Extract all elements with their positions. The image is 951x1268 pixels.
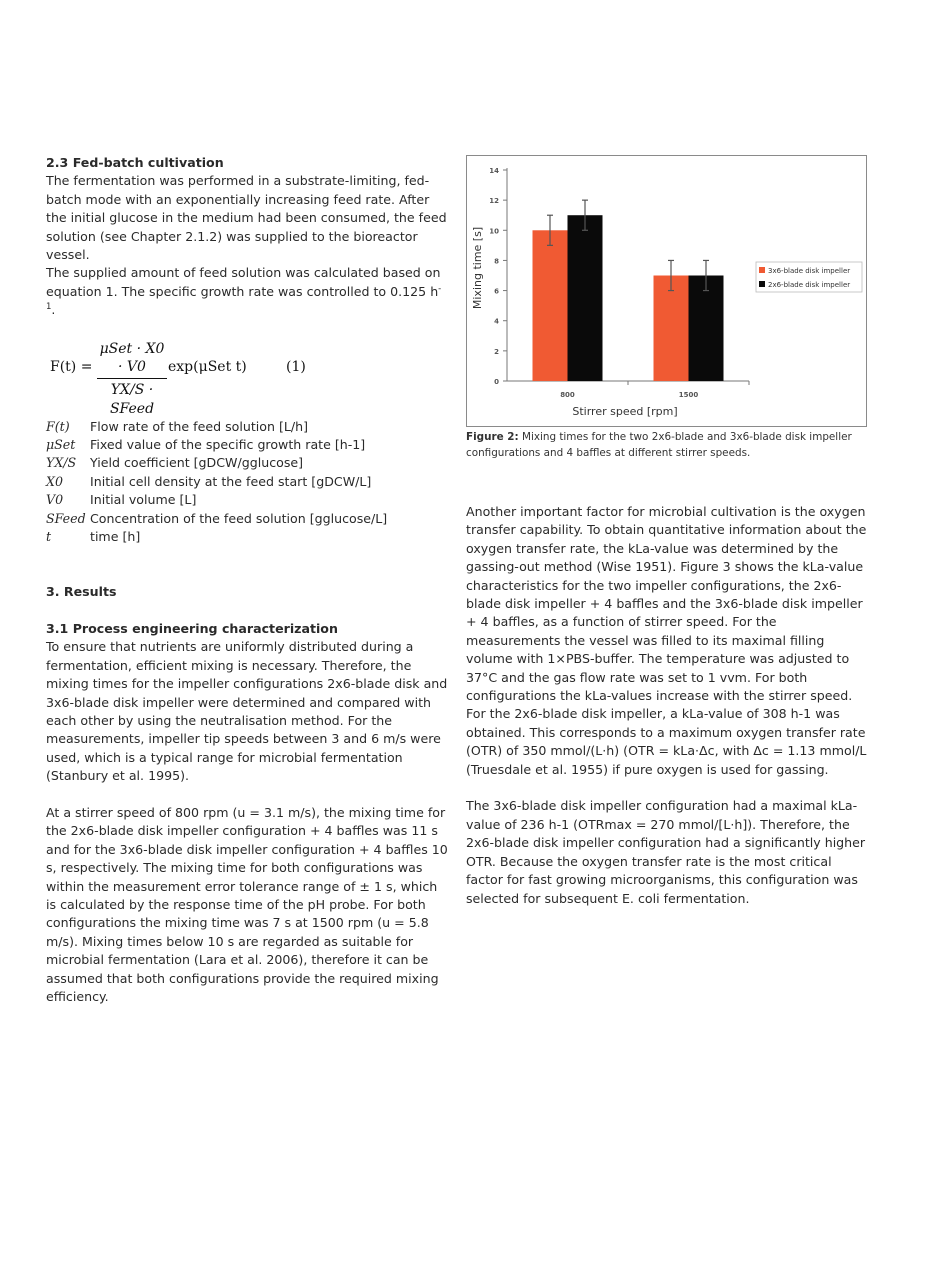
definition-row [46, 418, 450, 436]
equation-denominator: YX/S · SFeed [109, 382, 155, 417]
bar [533, 230, 568, 381]
bar-chart-svg [467, 156, 866, 426]
right-paragraph-1: Another important factor for microbial cultivation is the oxygen transfer capability. To obtain quantitative information about the oxygen transfer rate, the kLa-value was determined by the gassing-out method (Wise 1951). Figure 3 shows the kLa-value characteristics for the two impeller configurations, the 2x6-blade disk impeller + 4 baffles and the 3x6-blade disk impeller + 4 baffles, as a function of stirrer speed. For the measurements the vessel was filled to its maximal filling volume with 1×PBS-buffer. The temperature was adjusted to 37°C and the gas flow rate was set to 1 vvm. For both configurations the kLa-values increase with the stirrer speed. For the 2x6-blade disk impeller, a kLa-value of 308 h-1 was obtained. This corresponds to a maximum oxygen transfer rate (OTR) of 350 mmol/(L·h) (OTR = kLa·Δc, with Δc = 1.13 mmol/L (Truesdale et al. 1955) if pure oxygen is used for gassing. [466, 504, 867, 777]
section-3-1-paragraph-2: At a stirrer speed of 800 rpm (u = 3.1 m/s), the mixing time for the 2x6-blade disk impeller configuration + 4 baffles was 11 s and for the 3x6-blade disk impeller configuration + 4 baffles 10 s, respectively. The mixing time for both configurations was within the measurement error tolerance range of ± 1 s, which is calculated by the response time of the pH probe. For both configurations the mixing time was 7 s at 1500 rpm (u = 5.8 m/s). Mixing times below 10 s are regarded as suitable for microbial fermentation (Lara et al. 2006), therefore it can be assumed that both configurations provide the required mixing efficiency. [46, 805, 448, 1005]
definition-text: time [h] [90, 529, 141, 544]
definition-text: Yield coefficient [gDCW/gglucose] [90, 455, 304, 471]
definition-symbol: SFeed [46, 510, 86, 526]
right-column [466, 503, 870, 908]
bar [654, 276, 689, 382]
legend-label: 2x6-blade disk impeller [768, 281, 851, 289]
equation-fraction [97, 340, 167, 419]
x-tick-label: 1500 [678, 391, 699, 399]
section-2-3-title: 2.3 Fed-batch cultivation [46, 155, 224, 170]
caption-text: Mixing times for the two 2x6-blade and 3x6-blade disk impeller configurations and 4 baffles at different stirrer speeds. [466, 431, 852, 459]
y-tick-label: 4 [494, 317, 499, 326]
definitions-list [46, 418, 450, 547]
x-tick-label: 800 [560, 391, 575, 399]
legend-swatch [759, 281, 765, 287]
section-3-1-paragraph-1: To ensure that nutrients are uniformly distributed during a fermentation, efficient mixing is necessary. Therefore, the mixing times for the impeller configurations 2x6-blade disk and 3x6-blade disk impeller were determined and compared with each other by using the neutralisation method. For the measurements, impeller tip speeds between 3 and 6 m/s were used, which is a typical range for microbial fermentation (Stanbury et al. 1995). [46, 639, 448, 784]
definition-text: Fixed value of the specific growth rate [h-1] [90, 437, 366, 453]
legend-label: 3x6-blade disk impeller [768, 267, 851, 275]
y-tick-label: 0 [494, 378, 499, 386]
definition-symbol: V0 [46, 492, 64, 508]
legend-swatch [759, 267, 765, 273]
equation-exp-term: exp(μSet t) [168, 358, 247, 375]
chart-legend [756, 262, 862, 292]
definition-text: Initial cell density at the feed start [gDCW/L] [90, 473, 372, 489]
definition-row [46, 436, 450, 454]
definition-symbol: YX/S [46, 455, 77, 471]
paragraph-2-sup: -1 [46, 283, 442, 313]
definition-symbol: μSet [46, 437, 76, 453]
definition-text: Flow rate of the feed solution [L/h] [90, 418, 309, 434]
y-tick-label: 2 [494, 347, 499, 356]
chart-bars [533, 200, 724, 381]
section-3-1-title: 3.1 Process engineering characterization [46, 620, 338, 636]
paragraph-2-text: The supplied amount of feed solution was calculated based on equation 1. The specific growth rate was controlled to 0.125 h [46, 265, 441, 299]
definition-row [46, 528, 450, 546]
paragraph-2-end: . [51, 302, 56, 318]
section-2-3-paragraph-2 [46, 264, 450, 319]
right-paragraph-2: The 3x6-blade disk impeller configuration had a maximal kLa-value of 236 h-1 (OTRmax = 270 mmol/[L·h]). Therefore, the 2x6-blade disk impeller configuration had a significantly higher OTR. Because the oxygen transfer rate is the most critical factor for fast growing microorganisms, this configuration was selected for subsequent E. coli fermentation. [466, 798, 866, 906]
equation-lhs: F(t) = [50, 358, 93, 375]
definition-row [46, 473, 450, 491]
definition-text: Initial volume [L] [90, 492, 197, 508]
definition-row [46, 510, 450, 528]
definition-symbol: X0 [46, 473, 63, 489]
y-tick-label: 6 [494, 287, 499, 296]
y-tick-label: 14 [489, 167, 499, 175]
equation-1 [50, 340, 450, 417]
section-2-3-paragraph-1: The fermentation was performed in a substrate-limiting, fed-batch mode with an exponentially increasing feed rate. After the initial glucose in the medium had been consumed, the feed solution (see Chapter 2.1.2) was supplied to the bioreactor vessel. [46, 173, 447, 263]
y-tick-label: 10 [489, 227, 499, 236]
definition-symbol: F(t) [46, 418, 70, 434]
y-tick-label: 8 [494, 257, 499, 266]
bar [568, 215, 603, 381]
caption-label: Figure 2: [466, 431, 519, 443]
definition-text: Concentration of the feed solution [gglucose/L] [90, 510, 388, 526]
chart-y-axis-label: Mixing time [s] [471, 226, 484, 310]
definition-row [46, 454, 450, 472]
bar [689, 276, 724, 382]
y-tick-label: 12 [489, 197, 499, 206]
section-3-title: 3. Results [46, 584, 117, 600]
figure-2-chart [466, 155, 867, 427]
equation-number: (1) [286, 358, 306, 375]
equation-numerator: μSet · X0 · V0 [97, 340, 167, 380]
figure-2-caption [466, 430, 866, 461]
left-column [46, 154, 450, 1006]
chart-x-axis-label: Stirrer speed [rpm] [572, 405, 678, 418]
definition-row [46, 491, 450, 509]
definition-symbol: t [46, 529, 52, 544]
